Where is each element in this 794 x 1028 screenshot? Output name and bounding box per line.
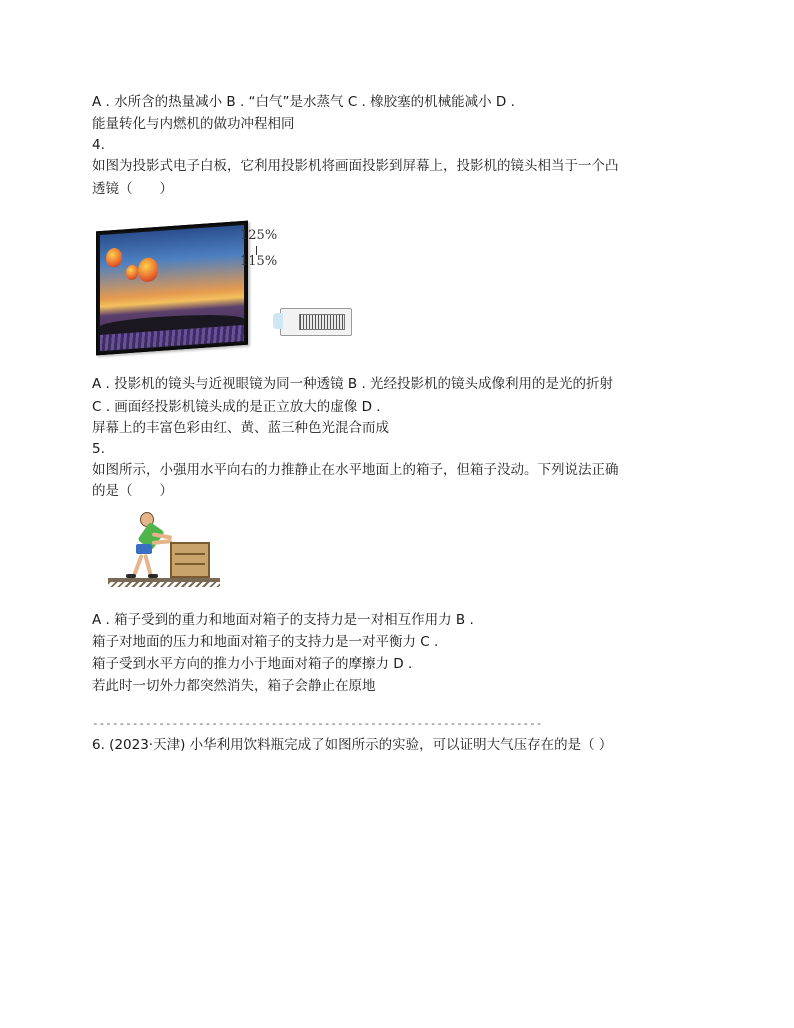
boy-shorts — [136, 544, 152, 554]
q4-number: 4. — [92, 137, 105, 153]
boy-leg — [143, 554, 153, 576]
q4-stem-line-2: 透镜（ ） — [92, 181, 173, 197]
q3-options-line: A . 水所含的热量减小 B . “白气”是水蒸气 C . 橡胶塞的机械能减小 D . — [92, 94, 515, 110]
whiteboard-screen — [96, 221, 248, 356]
q4-options-line-3: 屏幕上的丰富色彩由红、黄、蓝三种色光混合而成 — [92, 420, 389, 436]
q5-stem-line-1: 如图所示，小强用水平向右的力推静止在水平地面上的箱子，但箱子没动。下列说法正确 — [92, 462, 619, 478]
q5-number: 5. — [92, 441, 105, 457]
projector-device — [280, 308, 352, 336]
section-separator: -------------------------------------------------------------------- — [92, 717, 543, 730]
q4-options-line-2: C . 画面经投影机镜头成的是正立放大的虚像 D . — [92, 399, 381, 415]
balloon-icon — [106, 247, 122, 267]
q5-options-line-2: 箱子对地面的压力和地面对箱子的支持力是一对平衡力 C . — [92, 634, 439, 650]
q4-stem-line-1: 如图为投影式电子白板，它利用投影机将画面投影到屏幕上，投影机的镜头相当于一个凸 — [92, 158, 619, 174]
balloon-icon — [126, 264, 138, 280]
zoom-label-bottom: 115% — [240, 254, 278, 269]
wooden-box — [170, 542, 210, 578]
q5-options-line-4: 若此时一切外力都突然消失，箱子会静止在原地 — [92, 678, 376, 694]
box-slat — [175, 553, 205, 555]
screen-landscape-image — [100, 225, 244, 351]
balloon-icon — [138, 257, 158, 282]
q4-options-line-1: A . 投影机的镜头与近视眼镜为同一种透镜 B . 光经投影机的镜头成像利用的是光的折射 — [92, 376, 614, 392]
projector-whiteboard-figure — [96, 226, 366, 356]
zoom-label-top: 125% — [240, 228, 278, 243]
box-slat — [175, 563, 205, 565]
q5-stem-line-2: 的是（ ） — [92, 483, 173, 499]
q6-stem: 6. (2023·天津) 小华利用饮料瓶完成了如图所示的实验，可以证明大气压存在的是（ ） — [92, 737, 613, 753]
boy-leg — [132, 554, 143, 576]
q3-option-d-text: 能量转化与内燃机的做功冲程相同 — [92, 116, 295, 132]
projector-vent — [299, 314, 345, 330]
q5-options-line-3: 箱子受到水平方向的推力小于地面对箱子的摩擦力 D . — [92, 656, 413, 672]
q5-options-line-1: A . 箱子受到的重力和地面对箱子的支持力是一对相互作用力 B . — [92, 612, 474, 628]
push-box-figure — [108, 512, 223, 590]
ground-hatching — [108, 582, 220, 587]
projector-lens-icon — [273, 313, 283, 329]
